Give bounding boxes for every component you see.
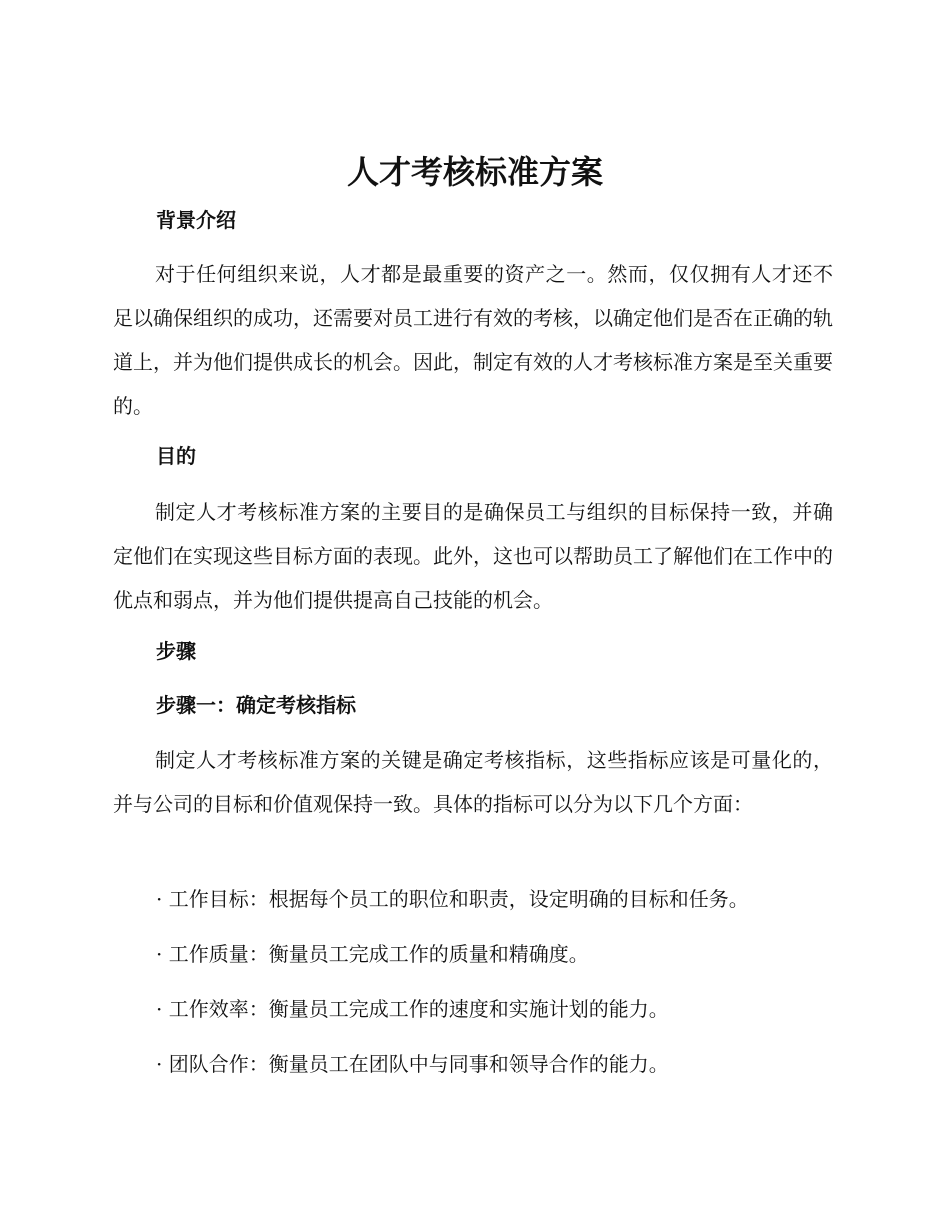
section-heading-purpose: 目的 bbox=[156, 444, 196, 468]
background-paragraph: 对于任何组织来说，人才都是最重要的资产之一。然而，仅仅拥有人才还不足以确保组织的成功，还需要对员工进行有效的考核，以确定他们是否在正确的轨道上，并为他们提供成长的机会。因此，制定有效的人才考核标准方案是至关重要的。 bbox=[113, 262, 833, 418]
purpose-paragraph: 制定人才考核标准方案的主要目的是确保员工与组织的目标保持一致，并确定他们在实现这些目标方面的表现。此外，这也可以帮助员工了解他们在工作中的优点和弱点，并为他们提供提高自己技能的机会。 bbox=[113, 500, 833, 612]
step1-heading: 步骤一：确定考核指标 bbox=[156, 693, 356, 717]
step1-paragraph: 制定人才考核标准方案的关键是确定考核指标，这些指标应该是可量化的，并与公司的目标和价值观保持一致。具体的指标可以分为以下几个方面： bbox=[113, 748, 833, 816]
section-heading-steps: 步骤 bbox=[156, 639, 196, 663]
list-item-work-goal: · 工作目标：根据每个员工的职位和职责，设定明确的目标和任务。 bbox=[156, 887, 749, 911]
list-item-teamwork: · 团队合作：衡量员工在团队中与同事和领导合作的能力。 bbox=[156, 1052, 669, 1076]
section-heading-background: 背景介绍 bbox=[156, 208, 236, 232]
list-item-work-efficiency: · 工作效率：衡量员工完成工作的速度和实施计划的能力。 bbox=[156, 997, 669, 1021]
document-title: 人才考核标准方案 bbox=[346, 153, 603, 191]
list-item-work-quality: · 工作质量：衡量员工完成工作的质量和精确度。 bbox=[156, 942, 589, 966]
